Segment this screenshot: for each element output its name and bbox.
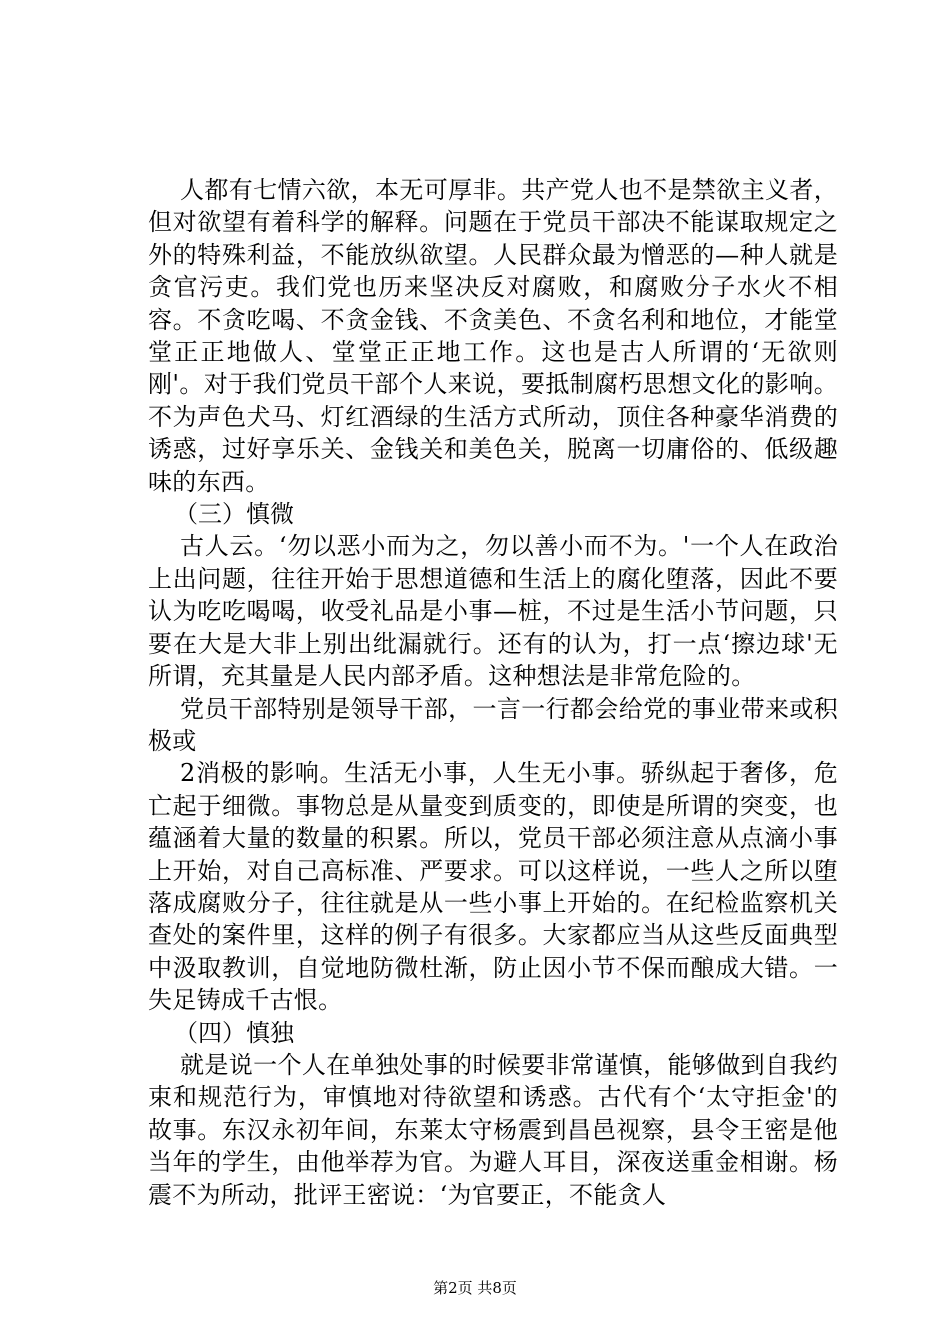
paragraph-cadres-influence: 党员干部特别是领导干部，一言一行都会给党的事业带来或积极或 bbox=[148, 694, 838, 755]
section-heading-shendu: （四）慎独 bbox=[174, 1018, 294, 1047]
paragraph-self-discipline: 就是说一个人在单独处事的时候要非常谨慎，能够做到自我约束和规范行为，审慎地对待欲望和诱惑。古代有个‘太守拒金'的故事。东汉永初年间，东莱太守杨震到昌邑视察，县令王密是他当年的学生，由他举荐为官。为避人耳目，深夜送重金相谢。杨震不为所动，批评王密说：‘为官要正，不能贪人 bbox=[148, 1050, 838, 1209]
paragraph-no-small-matters: 2消极的影响。生活无小事，人生无小事。骄纵起于奢侈，危亡起于细微。事物总是从量变到质变的，即使是所谓的突变，也蕴涵着大量的数量的积累。所以，党员干部必须注意从点滴小事上开始，对自己高标准、严要求。可以这样说，一些人之所以堕落成腐败分子，往往就是从一些小事上开始的。在纪检监察机关查处的案件里，这样的例子有很多。大家都应当从这些反面典型中汲取教训，自觉地防微杜渐，防止因小节不保而酿成大错。一失足铸成千古恨。 bbox=[148, 759, 838, 1015]
section-heading-shenwei: （三）慎微 bbox=[174, 500, 294, 529]
page-number-footer: 第2页 共8页 bbox=[433, 1279, 517, 1297]
document-body bbox=[148, 174, 838, 1211]
paragraph-desire: 人都有七情六欲，本无可厚非。共产党人也不是禁欲主义者，但对欲望有着科学的解释。问题在于党员干部决不能谋取规定之外的特殊利益，不能放纵欲望。人民群众最为憎恶的—种人就是贪官污吏。我们党也历来坚决反对腐败，和腐败分子水火不相容。不贪吃喝、不贪金钱、不贪美色、不贪名利和地位，才能堂堂正正地做人、堂堂正正地工作。这也是古人所谓的‘无欲则刚'。对于我们党员干部个人来说，要抵制腐朽思想文化的影响。不为声色犬马、灯红酒绿的生活方式所动，顶住各种豪华消费的诱惑，过好享乐关、金钱关和美色关，脱离一切庸俗的、低级趣味的东西。 bbox=[148, 176, 838, 496]
paragraph-ancient-saying: 古人云。‘勿以恶小而为之，勿以善小而不为。'一个人在政治上出问题，往往开始于思想道德和生活上的腐化堕落，因此不要认为吃吃喝喝，收受礼品是小事—桩，不过是生活小节问题，只要在大是大非上别出纰漏就行。还有的认为，打一点‘擦边球'无所谓，充其量是人民内部矛盾。这种想法是非常危险的。 bbox=[148, 532, 838, 691]
